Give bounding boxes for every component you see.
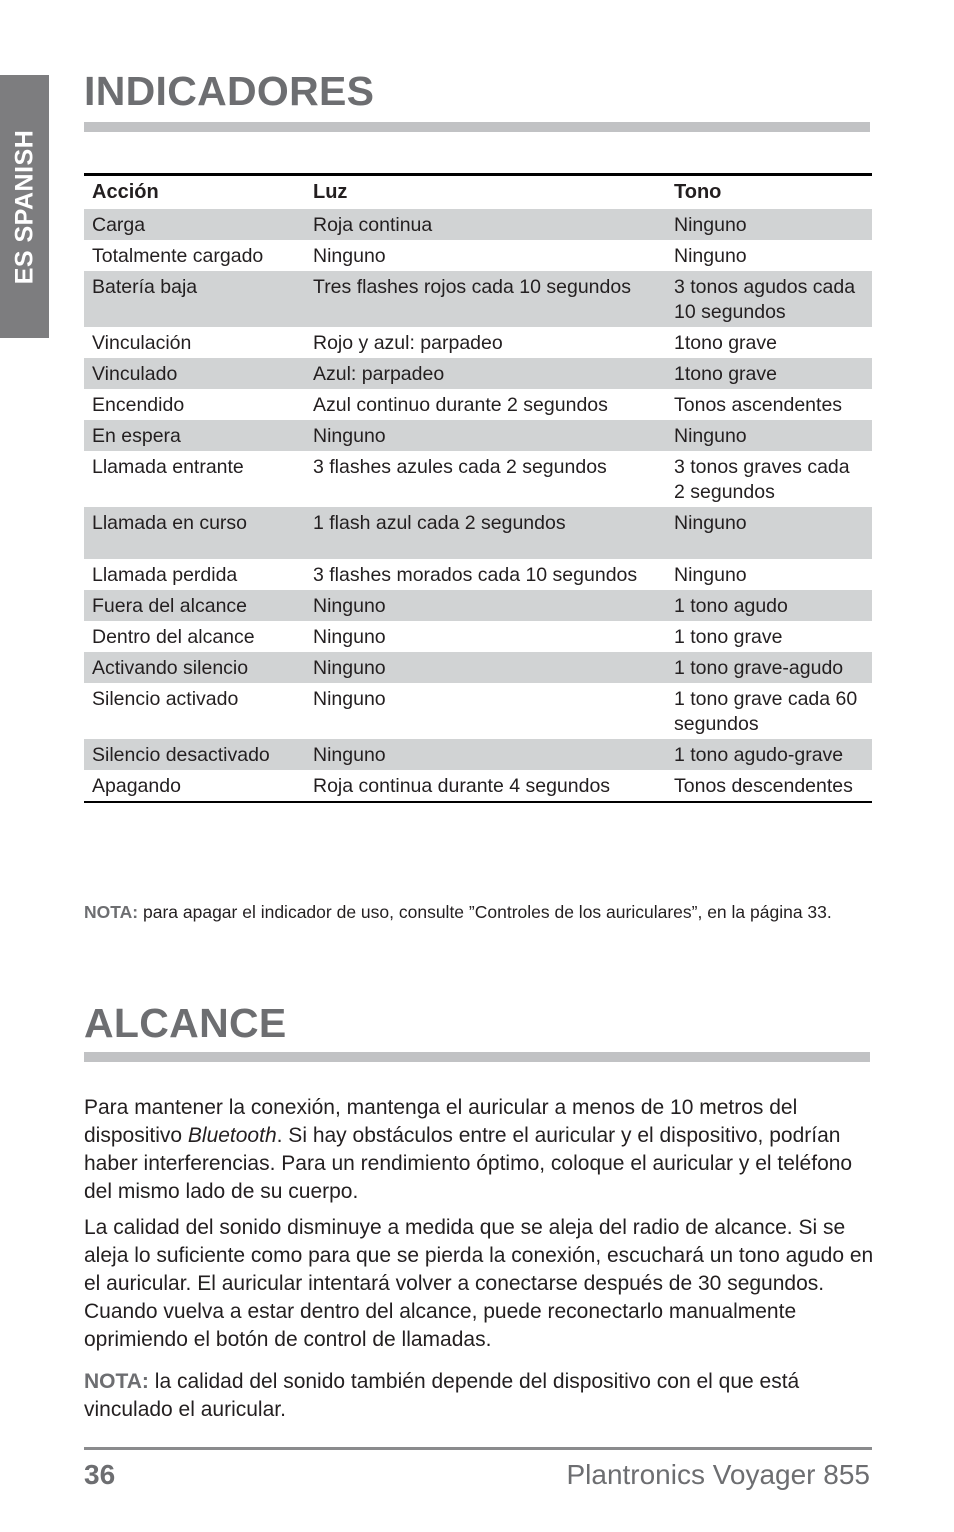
table-row: [84, 209, 872, 240]
cell-accion: Totalmente cargado: [92, 245, 264, 267]
cell-luz: Ninguno: [313, 245, 386, 267]
cell-tono: 1 tono agudo: [666, 590, 872, 621]
cell-accion: Vinculado: [84, 358, 305, 389]
cell-luz: 1 flash azul cada 2 segundos: [305, 507, 666, 559]
alcance-note: [84, 1368, 874, 1424]
cell-accion: Fuera del alcance: [84, 590, 305, 621]
cell-tono: Ninguno: [666, 209, 872, 240]
column-header-tono: Tono: [674, 181, 722, 203]
cell-tono: 1 tono agudo-grave: [666, 739, 872, 770]
indicadores-heading: INDICADORES: [84, 68, 375, 114]
column-header-luz: Luz: [313, 181, 348, 203]
table-row: [84, 770, 872, 802]
note-label: NOTA:: [84, 902, 139, 922]
cell-tono: 1tono grave: [666, 358, 872, 389]
cell-luz: Ninguno: [305, 420, 666, 451]
cell-luz: Azul continuo durante 2 segundos: [313, 394, 608, 416]
heading-rule: [84, 122, 870, 132]
cell-accion: Llamada entrante: [92, 456, 244, 478]
cell-accion: Dentro del alcance: [92, 626, 255, 648]
cell-accion: Apagando: [92, 775, 181, 797]
cell-luz: Roja continua durante 4 segundos: [313, 775, 611, 797]
cell-luz: 3 flashes morados cada 10 segundos: [313, 564, 638, 586]
table-row: [84, 621, 872, 652]
cell-tono: Ninguno: [666, 507, 872, 559]
cell-tono: Tonos descendentes: [674, 775, 853, 797]
cell-accion: Silencio desactivado: [84, 739, 305, 770]
cell-tono: 1 tono grave: [674, 626, 783, 648]
product-name: Plantronics Voyager 855: [566, 1459, 870, 1490]
indicators-table: [84, 173, 872, 803]
language-tab-label: ES SPANISH: [10, 129, 38, 284]
alcance-paragraph-2: La calidad del sonido disminuye a medida que se aleja del radio de alcance. Si se aleja lo suficiente como para que se pierda la conexión, escuchará un tono agudo en el auricular. El auricular intentará volver a conectarse después de 30 segundos. Cuando vuelva a estar dentro del alcance, puede reconectarlo manualmente oprimiendo el botón de control de llamadas.: [84, 1216, 874, 1351]
table-row: [84, 507, 872, 559]
bluetooth-term: Bluetooth: [187, 1124, 277, 1147]
table-row: [84, 240, 872, 271]
cell-luz: Azul: parpadeo: [305, 358, 666, 389]
table-row: [84, 389, 872, 420]
note-text: la calidad del sonido también depende del dispositivo con el que está vinculado el auricular.: [84, 1370, 800, 1421]
cell-tono: 3 tonos agudos cada 10 segundos: [666, 271, 872, 327]
cell-luz: Ninguno: [313, 688, 386, 710]
table-row: [84, 739, 872, 770]
cell-accion: Vinculación: [92, 332, 192, 354]
note-label: NOTA:: [84, 1370, 149, 1393]
table-row: [84, 271, 872, 327]
column-header-accion: Acción: [92, 181, 159, 203]
table-row: [84, 451, 872, 507]
table-row: [84, 358, 872, 389]
footer-rule: [84, 1447, 872, 1450]
table-row: [84, 590, 872, 621]
alcance-body: [84, 1094, 874, 1424]
table-row: [84, 327, 872, 358]
indicators-table-body: [84, 209, 872, 802]
cell-accion: Silencio activado: [92, 688, 239, 710]
cell-accion: Activando silencio: [84, 652, 305, 683]
cell-accion: En espera: [84, 420, 305, 451]
cell-accion: Llamada perdida: [92, 564, 238, 586]
cell-tono: 1 tono grave-agudo: [666, 652, 872, 683]
cell-luz: Tres flashes rojos cada 10 segundos: [305, 271, 666, 327]
cell-tono: 1 tono grave cada 60 segundos: [674, 688, 858, 735]
alcance-paragraph-1: [84, 1094, 874, 1206]
cell-accion: Llamada en curso: [84, 507, 305, 559]
note-text: para apagar el indicador de uso, consulte ”Controles de los auriculares”, en la página 33.: [142, 902, 832, 922]
cell-luz: Ninguno: [305, 590, 666, 621]
cell-luz: Roja continua: [305, 209, 666, 240]
cell-luz: Ninguno: [305, 739, 666, 770]
paragraph-text: . Si hay obstáculos entre el auricular y el dispositivo, podrían haber interferencias. Para un rendimiento óptimo, coloque el auricular y el teléfono del mismo lado de su cuerpo.: [84, 1124, 853, 1203]
table-row: [84, 652, 872, 683]
heading-rule: [84, 1052, 870, 1062]
page-number: 36: [84, 1459, 116, 1490]
cell-accion: Carga: [84, 209, 305, 240]
cell-tono: Tonos ascendentes: [674, 394, 843, 416]
cell-luz: 3 flashes azules cada 2 segundos: [313, 456, 607, 478]
cell-accion: Encendido: [92, 394, 185, 416]
table-row: [84, 559, 872, 590]
cell-tono: Ninguno: [666, 420, 872, 451]
indicators-note: [84, 898, 874, 927]
paragraph-text: Para mantener la conexión, mantenga el auricular a menos de 10 metros del dispositivo: [84, 1096, 798, 1147]
language-side-tab: [0, 75, 49, 338]
cell-accion: Batería baja: [84, 271, 305, 327]
table-header-row: [84, 175, 872, 210]
cell-luz: Ninguno: [313, 626, 386, 648]
alcance-heading: ALCANCE: [84, 1000, 287, 1046]
cell-tono: Ninguno: [674, 245, 747, 267]
cell-luz: Rojo y azul: parpadeo: [313, 332, 503, 354]
table-row: [84, 683, 872, 739]
table-row: [84, 420, 872, 451]
cell-tono: Ninguno: [674, 564, 747, 586]
cell-tono: 1tono grave: [674, 332, 777, 354]
cell-luz: Ninguno: [305, 652, 666, 683]
cell-tono: 3 tonos graves cada 2 segundos: [674, 456, 850, 503]
